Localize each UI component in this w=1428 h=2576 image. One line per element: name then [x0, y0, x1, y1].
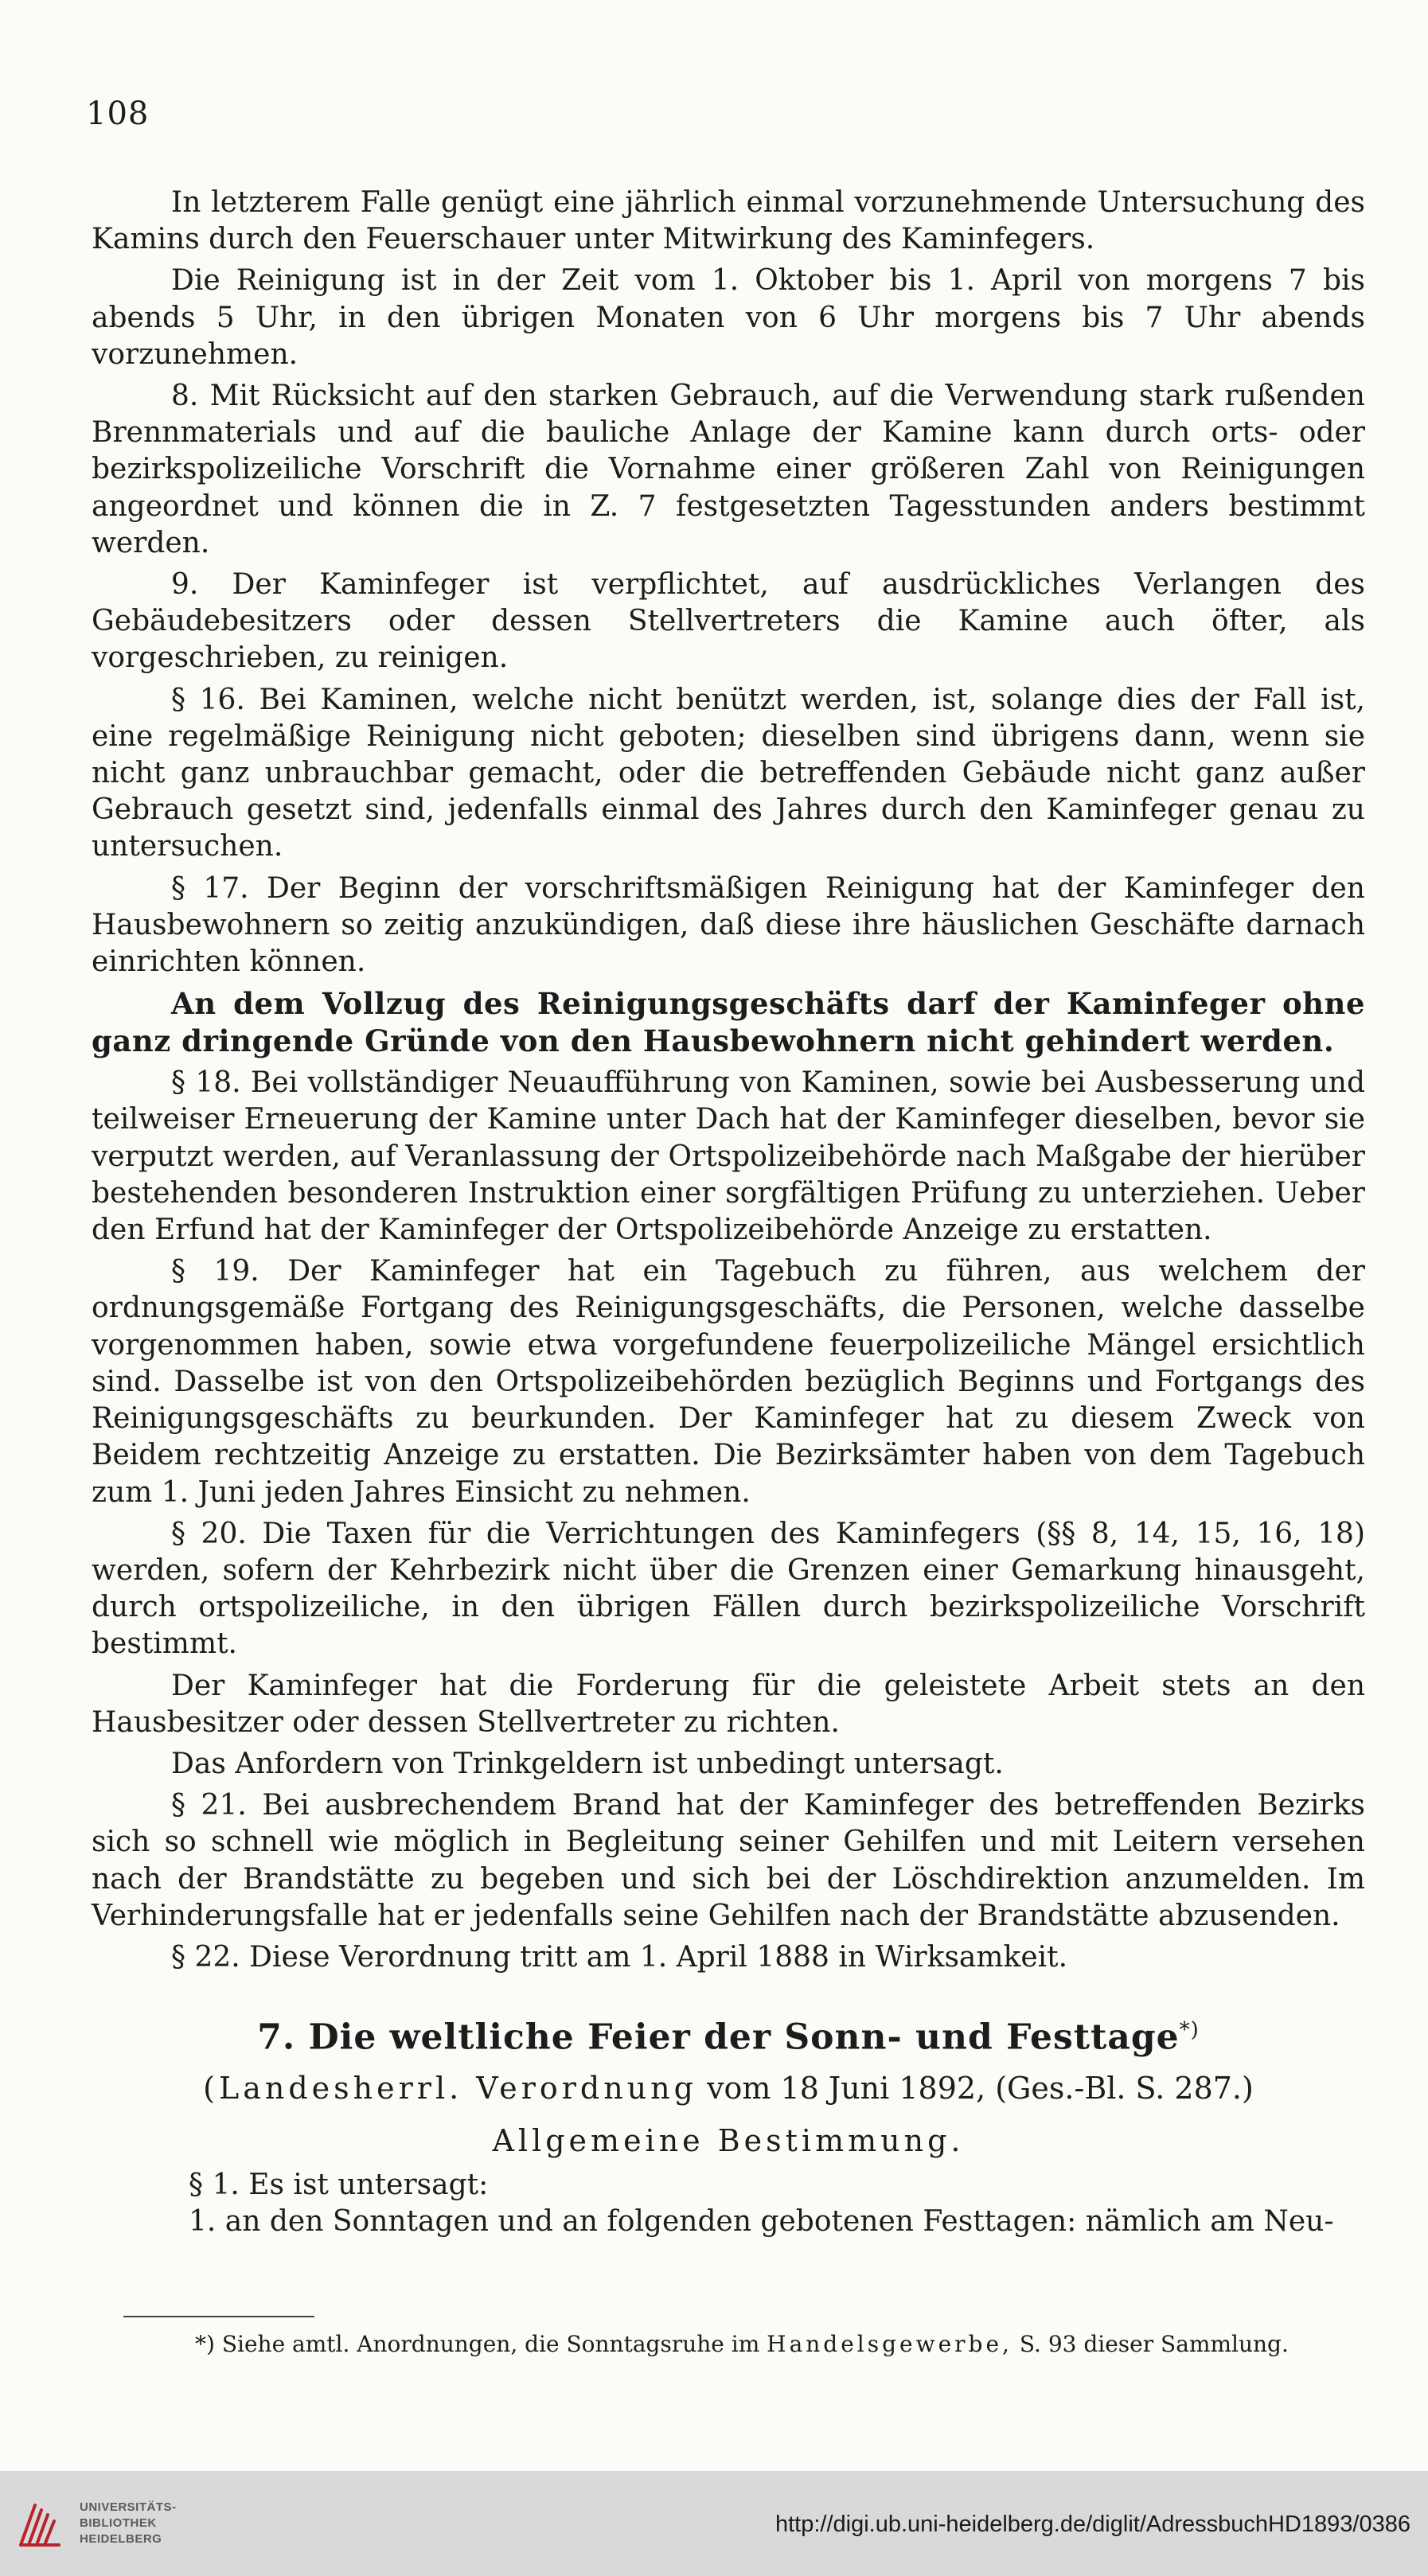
library-name-line: UNIVERSITÄTS- [80, 2500, 177, 2514]
footnote-prefix: *) Siehe amtl. Anordnungen, die Sonntagsruhe im [195, 2331, 767, 2357]
footnote-mark: *) [1179, 2018, 1200, 2043]
paragraph: Das Anfordern von Trinkgeldern ist unbedingt untersagt. [171, 1747, 1004, 1780]
library-name [80, 2500, 177, 2547]
library-name-line: HEIDELBERG [80, 2532, 162, 2546]
body-text [92, 185, 1365, 2240]
paragraph: § 22. Diese Verordnung tritt am 1. April 1888 in Wirksamkeit. [171, 1940, 1068, 1974]
section-subtitle [92, 2068, 1365, 2108]
paragraph: In letzterem Falle genügt eine jährlich einmal vorzunehmende Untersuchung des Kamins durch den Feuerschauer unter Mitwirkung des Kaminfegers. [92, 186, 1365, 256]
section-heading: Allgemeine Bestimmung. [492, 2122, 965, 2158]
paragraph: 8. Mit Rücksicht auf den starken Gebrauch, auf die Verwendung stark rußenden Brennmaterials und auf die bauliche Anlage der Kamine kann durch orts- oder bezirkspolizeiliche Vorschrift die Vornahme einer größeren Zahl von Reinigungen angeordnet und können die in Z. 7 festgesetzten Tagesstunden anders bestimmt werden. [92, 380, 1365, 559]
paragraph: § 18. Bei vollständiger Neuaufführung von Kaminen, sowie bei Ausbesserung und teilweiser Erneuerung der Kamine unter Dach hat der Kaminfeger dieselben, bevor sie verputzt werden, auf Veranlassung der Ortspolizeibehörde nach Maßgabe der hierüber bestehenden besonderen Instruktion einer sorgfältigen Prüfung zu unterziehen. Ueber den Erfund hat der Kaminfeger der Ortspolizeibehörde Anzeige zu erstatten. [92, 1066, 1365, 1247]
paragraph: § 21. Bei ausbrechendem Brand hat der Kaminfeger des betreffenden Bezirks sich so schnell wie möglich in Begleitung seiner Gehilfen und mit Leitern versehen nach der Brandstätte zu begeben und sich bei der Löschdirektion anzumelden. Im Verhinderungsfalle hat er jedenfalls seine Gehilfen nach der Brandstätte abzusenden. [92, 1789, 1365, 1932]
paragraph: § 16. Bei Kaminen, welche nicht benützt werden, ist, solange dies der Fall ist, eine regelmäßige Reinigung nicht geboten; dieselben sind übrigens dann, wenn sie nicht ganz unbrauchbar gemacht, oder die betreffenden Gebäude nicht ganz außer Gebrauch gesetzt sind, jedenfalls einmal des Jahres durch den Kaminfeger genau zu untersuchen. [92, 683, 1365, 863]
paragraph: § 19. Der Kaminfeger hat ein Tagebuch zu führen, aus welchem der ordnungsgemäße Fortgang des Reinigungsgeschäfts, die Personen, welche dasselbe vorgenommen haben, sowie etwa vorgefundene feuerpolizeiliche Mängel ersichtlich sind. Dasselbe ist von den Ortspolizeibehörden bezüglich Beginns und Fortgangs des Reinigungsgeschäfts zu beurkunden. Der Kaminfeger hat zu diesem Zweck von Beidem rechtzeitig Anzeige zu erstatten. Die Bezirksämter haben von dem Tagebuch zum 1. Juni jeden Jahres Einsicht zu nehmen. [92, 1255, 1365, 1509]
paragraph: § 20. Die Taxen für die Verrichtungen des Kaminfegers (§§ 8, 14, 15, 16, 18) werden, sofern der Kehrbezirk nicht über die Grenzen einer Gemarkung hinausgeht, durch ortspolizeiliche, in den übrigen Fällen durch bezirkspolizeiliche Vorschrift bestimmt. [92, 1517, 1365, 1661]
page-number: 108 [86, 95, 150, 132]
footnote-rule [123, 2316, 314, 2317]
footnote-spaced: Handelsgewerbe, [767, 2331, 1012, 2357]
section-line: § 1. Es ist untersagt: [189, 2168, 489, 2201]
bold-sentence: An dem Vollzug des Reinigungsgeschäfts darf der Kaminfeger ohne ganz dringende Gründe von den Hausbewohnern nicht gehindert werden. [92, 986, 1365, 1059]
paragraph: Der Kaminfeger hat die Forderung für die geleistete Arbeit stets an den Hausbesitzer oder dessen Stellvertreter zu richten. [92, 1669, 1365, 1739]
library-name-line: BIBLIOTHEK [80, 2516, 157, 2530]
footnote [195, 2330, 1389, 2359]
paragraph: § 17. Der Beginn der vorschriftsmäßigen Reinigung hat der Kaminfeger den Hausbewohnern so zeitig anzukündigen, daß diese ihre häuslichen Geschäfte darnach einrichten können. [92, 871, 1365, 979]
permalink-link[interactable]: http://digi.ub.uni-heidelberg.de/diglit/AdressbuchHD1893/0386 [774, 2512, 1410, 2537]
section-line: 1. an den Sonntagen und an folgenden gebotenen Festtagen: nämlich am Neu- [189, 2204, 1334, 2238]
paragraph: Die Reinigung ist in der Zeit vom 1. Oktober bis 1. April von morgens 7 bis abends 5 Uhr, in den übrigen Monaten von 6 Uhr morgens bis 7 Uhr abends vorzunehmen. [92, 264, 1365, 371]
paragraph: 9. Der Kaminfeger ist verpflichtet, auf ausdrückliches Verlangen des Gebäudebesitzers oder dessen Stellvertreters die Kamine auch öfter, als vorgeschrieben, zu reinigen. [92, 568, 1365, 675]
section-title [92, 2008, 1365, 2060]
subtitle-rest: vom 18 Juni 1892, (Ges.-Bl. S. 287.) [696, 2070, 1254, 2106]
library-logo-icon [16, 2499, 64, 2551]
subtitle-spaced: (Landesherrl. Verordnung [203, 2070, 697, 2106]
section-title-text: 7. Die weltliche Feier der Sonn- und Festtage [257, 2017, 1180, 2058]
footnote-suffix: S. 93 dieser Sammlung. [1012, 2331, 1289, 2357]
